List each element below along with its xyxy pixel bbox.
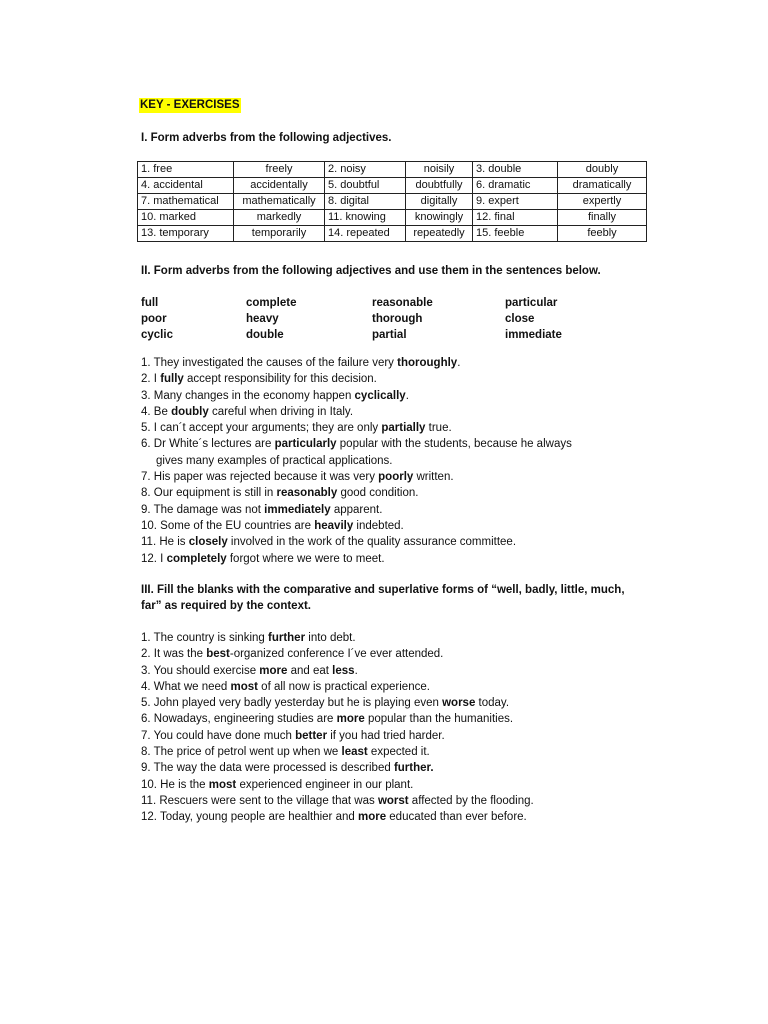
adverb-cell: noisily — [406, 162, 473, 178]
sentence-line — [141, 518, 641, 534]
adjective-cell: 9. expert — [473, 194, 558, 210]
sentence-text: 4. Be — [141, 405, 172, 418]
section-3-heading-line-2: far” as required by the context. — [141, 600, 311, 612]
sentence-line — [141, 646, 641, 662]
answer-word: closely — [188, 536, 228, 549]
answer-word: further. — [393, 762, 434, 775]
answer-word: completely — [166, 552, 227, 565]
sentence-text: 2. I — [141, 373, 161, 386]
word-row — [141, 327, 621, 343]
section-2-sentences — [141, 355, 641, 567]
sentence-text: popular with the students, because he always — [336, 438, 572, 451]
sentence-line — [141, 793, 641, 809]
answer-word: further — [268, 632, 306, 644]
sentence-text: 3. Many changes in the economy happen — [141, 389, 355, 402]
adjective-cell: 5. doubtful — [325, 178, 406, 194]
adjective-cell: 4. accidental — [138, 178, 234, 194]
sentence-text: . — [405, 389, 409, 402]
sentence-text: if you had tried harder. — [327, 729, 445, 742]
word-item: partial — [372, 329, 407, 341]
adjective-cell: 10. marked — [138, 210, 234, 226]
sentence-text: of all now is practical experience. — [257, 680, 430, 693]
sentence-line — [141, 355, 641, 371]
sentence-text: true. — [425, 422, 452, 435]
sentence-text: 1. The country is sinking — [141, 632, 268, 644]
adverb-cell: repeatedly — [406, 226, 473, 242]
answer-word: cyclically — [354, 389, 406, 402]
answer-word: worst — [377, 794, 409, 807]
sentence-line — [141, 809, 641, 825]
word-item: thorough — [372, 313, 423, 325]
sentence-text: popular than the humanities. — [364, 713, 514, 726]
sentence-text: 11. Rescuers were sent to the village that was — [141, 794, 378, 807]
table-row — [138, 194, 647, 210]
sentence-text: good condition. — [337, 487, 419, 500]
sentence-text: 5. I can´t accept your arguments; they are only — [141, 422, 382, 435]
adjective-cell: 14. repeated — [325, 226, 406, 242]
key-title: KEY - EXERCISES — [140, 99, 240, 111]
adjective-cell: 2. noisy — [325, 162, 406, 178]
sentence-text: educated than ever before. — [386, 811, 527, 824]
sentence-text: 3. You should exercise — [141, 664, 260, 677]
word-item: close — [505, 313, 535, 325]
adverb-cell: markedly — [234, 210, 325, 226]
word-item: immediate — [505, 329, 562, 341]
sentence-text: . — [457, 357, 461, 369]
word-row — [141, 311, 621, 327]
sentence-text: apparent. — [330, 503, 383, 516]
sentence-line — [141, 663, 641, 679]
adverb-cell: digitally — [406, 194, 473, 210]
adjective-cell: 7. mathematical — [138, 194, 234, 210]
answer-word: fully — [160, 373, 184, 386]
sentence-text: 5. John played very badly yesterday but he is playing even — [141, 697, 443, 710]
adjective-cell: 15. feeble — [473, 226, 558, 242]
sentence-text: 7. His paper was rejected because it was very — [141, 471, 379, 484]
word-row — [141, 295, 621, 311]
answer-word: more — [357, 811, 387, 824]
word-list — [141, 295, 621, 343]
adverb-cell: feebly — [558, 226, 647, 242]
word-item: complete — [246, 297, 297, 309]
sentence-line — [141, 728, 641, 744]
section-2-heading: II. Form adverbs from the following adjectives and use them in the sentences below. — [141, 265, 601, 277]
sentence-line — [141, 502, 641, 518]
section-1-heading: I. Form adverbs from the following adjectives. — [141, 132, 392, 144]
sentence-text: experienced engineer in our plant. — [236, 778, 414, 791]
adverb-cell: accidentally — [234, 178, 325, 194]
table-row — [138, 210, 647, 226]
sentence-line — [141, 777, 641, 793]
answer-word: least — [341, 746, 368, 759]
sentence-line — [141, 695, 641, 711]
adjective-cell: 1. free — [138, 162, 234, 178]
sentence-line — [141, 404, 641, 420]
word-item: double — [246, 329, 284, 341]
sentence-text: 11. He is — [141, 536, 189, 549]
answer-word: partially — [381, 422, 426, 435]
sentence-text: 10. He is the — [141, 778, 209, 791]
sentence-text: 12. I — [141, 552, 167, 565]
answer-word: most — [208, 778, 237, 791]
answer-word: thoroughly — [397, 357, 458, 369]
answer-word: most — [230, 680, 258, 693]
sentence-text: . — [354, 664, 358, 677]
sentence-text: indebted. — [353, 519, 404, 532]
sentence-text: -organized conference I´ve ever attended. — [229, 648, 444, 661]
section-3-heading — [141, 582, 641, 614]
sentence-text: 4. What we need — [141, 680, 231, 693]
adverb-cell: temporarily — [234, 226, 325, 242]
sentence-text: today. — [475, 697, 510, 710]
sentence-line — [141, 420, 641, 436]
sentence-text: gives many examples of practical applications. — [156, 454, 393, 467]
adverb-cell: doubly — [558, 162, 647, 178]
sentence-line — [141, 485, 641, 501]
answer-word: best — [206, 648, 230, 661]
table-row — [138, 226, 647, 242]
adverb-cell: knowingly — [406, 210, 473, 226]
adjective-cell: 12. final — [473, 210, 558, 226]
sentence-text: accept responsibility for this decision. — [183, 373, 377, 386]
adjective-cell: 8. digital — [325, 194, 406, 210]
answer-word: immediately — [264, 503, 331, 516]
word-item: full — [141, 297, 159, 309]
answer-word: doubly — [171, 405, 209, 418]
sentence-line — [141, 469, 641, 485]
adjective-cell: 3. double — [473, 162, 558, 178]
answer-word: more — [336, 713, 365, 726]
sentence-text: 10. Some of the EU countries are — [141, 519, 315, 532]
answer-word: better — [295, 729, 328, 742]
adverb-cell: mathematically — [234, 194, 325, 210]
sentence-text: written. — [413, 471, 454, 484]
adverb-cell: freely — [234, 162, 325, 178]
sentence-line — [141, 551, 641, 567]
sentence-text: 8. Our equipment is still in — [141, 487, 277, 500]
sentence-text: careful when driving in Italy. — [208, 405, 354, 418]
sentence-line — [141, 371, 641, 387]
adverb-cell: finally — [558, 210, 647, 226]
sentence-text: 2. It was the — [141, 648, 207, 661]
sentence-text: forgot where we were to meet. — [226, 552, 385, 565]
table-row — [138, 162, 647, 178]
adjective-cell: 11. knowing — [325, 210, 406, 226]
section-3-sentences — [141, 630, 641, 826]
sentence-line — [141, 744, 641, 760]
word-item: poor — [141, 313, 167, 325]
sentence-line — [141, 453, 641, 469]
sentence-line — [141, 711, 641, 727]
word-item: cyclic — [141, 329, 173, 341]
answer-word: poorly — [378, 471, 414, 484]
answer-word: worse — [442, 697, 476, 710]
sentence-text: expected it. — [367, 746, 430, 759]
answer-word: particularly — [274, 438, 337, 451]
word-item: particular — [505, 297, 558, 309]
adjective-cell: 6. dramatic — [473, 178, 558, 194]
sentence-text: 6. Nowadays, engineering studies are — [141, 713, 337, 726]
sentence-text: 12. Today, young people are healthier and — [141, 811, 358, 824]
sentence-text: 6. Dr White´s lectures are — [141, 438, 275, 451]
sentence-text: into debt. — [305, 632, 356, 644]
section-3-heading-line-1: III. Fill the blanks with the comparative and superlative forms of “well, badly, little, much, — [141, 584, 625, 596]
word-item: reasonable — [372, 297, 433, 309]
sentence-line — [141, 760, 641, 776]
sentence-text: 9. The way the data were processed is described — [141, 762, 394, 775]
answer-word: reasonably — [276, 487, 338, 500]
sentence-text: involved in the work of the quality assurance committee. — [227, 536, 517, 549]
sentence-line — [141, 534, 641, 550]
sentence-text: 8. The price of petrol went up when we — [141, 746, 342, 759]
table-row — [138, 178, 647, 194]
adverbs-table — [137, 161, 647, 242]
sentence-text: and eat — [287, 664, 333, 677]
adverb-cell: dramatically — [558, 178, 647, 194]
sentence-line — [141, 388, 641, 404]
sentence-text: 1. They investigated the causes of the failure very — [141, 357, 398, 369]
sentence-line — [141, 630, 641, 646]
answer-word: more — [259, 664, 288, 677]
sentence-text: 7. You could have done much — [141, 729, 296, 742]
sentence-line — [141, 436, 641, 452]
sentence-line — [141, 679, 641, 695]
word-item: heavy — [246, 313, 279, 325]
sentence-text: 9. The damage was not — [141, 503, 265, 516]
adverb-cell: expertly — [558, 194, 647, 210]
sentence-text: affected by the flooding. — [408, 794, 534, 807]
adjective-cell: 13. temporary — [138, 226, 234, 242]
adverb-cell: doubtfully — [406, 178, 473, 194]
answer-word: heavily — [314, 519, 354, 532]
answer-word: less — [332, 664, 355, 677]
